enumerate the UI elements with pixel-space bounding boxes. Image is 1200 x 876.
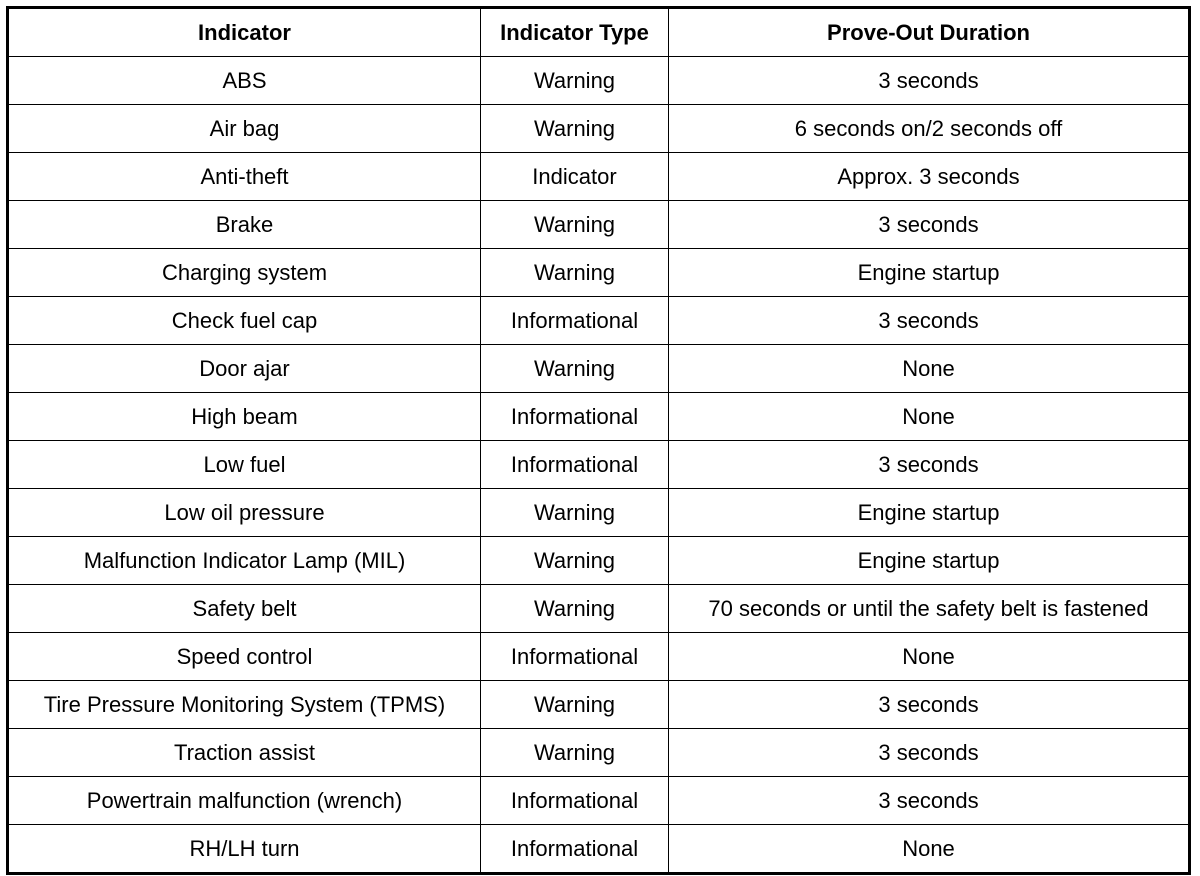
cell-indicator: High beam [8, 393, 481, 441]
cell-indicator: ABS [8, 57, 481, 105]
cell-indicator-type: Informational [481, 441, 669, 489]
header-indicator: Indicator [8, 8, 481, 57]
table-row [8, 537, 1190, 585]
cell-prove-out-duration: None [669, 633, 1190, 681]
cell-indicator-type: Informational [481, 777, 669, 825]
cell-prove-out-duration: Approx. 3 seconds [669, 153, 1190, 201]
cell-indicator: Malfunction Indicator Lamp (MIL) [8, 537, 481, 585]
cell-prove-out-duration: None [669, 345, 1190, 393]
table-body [8, 57, 1190, 874]
cell-indicator-type: Informational [481, 297, 669, 345]
cell-indicator: Brake [8, 201, 481, 249]
table-row [8, 489, 1190, 537]
cell-prove-out-duration: 3 seconds [669, 777, 1190, 825]
table-row [8, 201, 1190, 249]
cell-indicator: Safety belt [8, 585, 481, 633]
cell-indicator-type: Warning [481, 345, 669, 393]
cell-prove-out-duration: 3 seconds [669, 201, 1190, 249]
cell-indicator: Door ajar [8, 345, 481, 393]
cell-indicator-type: Warning [481, 201, 669, 249]
cell-prove-out-duration: 70 seconds or until the safety belt is fastened [669, 585, 1190, 633]
cell-prove-out-duration: 6 seconds on/2 seconds off [669, 105, 1190, 153]
cell-indicator: Check fuel cap [8, 297, 481, 345]
cell-prove-out-duration: 3 seconds [669, 441, 1190, 489]
table-row [8, 825, 1190, 874]
cell-prove-out-duration: Engine startup [669, 249, 1190, 297]
table-row [8, 345, 1190, 393]
cell-indicator-type: Warning [481, 681, 669, 729]
cell-indicator-type: Informational [481, 825, 669, 874]
table-row [8, 729, 1190, 777]
table-row [8, 153, 1190, 201]
cell-indicator-type: Warning [481, 729, 669, 777]
cell-indicator-type: Informational [481, 633, 669, 681]
header-row [8, 8, 1190, 57]
cell-indicator-type: Indicator [481, 153, 669, 201]
cell-prove-out-duration: Engine startup [669, 537, 1190, 585]
cell-prove-out-duration: 3 seconds [669, 57, 1190, 105]
cell-indicator-type: Warning [481, 57, 669, 105]
cell-indicator: Powertrain malfunction (wrench) [8, 777, 481, 825]
table-row [8, 105, 1190, 153]
cell-indicator-type: Warning [481, 489, 669, 537]
cell-indicator: Air bag [8, 105, 481, 153]
cell-indicator-type: Warning [481, 105, 669, 153]
table-row [8, 777, 1190, 825]
cell-prove-out-duration: 3 seconds [669, 297, 1190, 345]
cell-prove-out-duration: None [669, 393, 1190, 441]
cell-indicator: Anti-theft [8, 153, 481, 201]
cell-indicator-type: Informational [481, 393, 669, 441]
table-row [8, 633, 1190, 681]
cell-indicator: Low fuel [8, 441, 481, 489]
cell-prove-out-duration: Engine startup [669, 489, 1190, 537]
cell-indicator: Tire Pressure Monitoring System (TPMS) [8, 681, 481, 729]
table-row [8, 57, 1190, 105]
cell-indicator-type: Warning [481, 585, 669, 633]
cell-indicator-type: Warning [481, 249, 669, 297]
table-row [8, 297, 1190, 345]
cell-indicator: Charging system [8, 249, 481, 297]
cell-indicator: Traction assist [8, 729, 481, 777]
cell-prove-out-duration: 3 seconds [669, 729, 1190, 777]
cell-indicator-type: Warning [481, 537, 669, 585]
cell-indicator: Low oil pressure [8, 489, 481, 537]
table-row [8, 249, 1190, 297]
table-row [8, 393, 1190, 441]
cell-indicator: Speed control [8, 633, 481, 681]
header-indicator-type: Indicator Type [481, 8, 669, 57]
cell-prove-out-duration: 3 seconds [669, 681, 1190, 729]
indicator-table [6, 6, 1191, 875]
cell-prove-out-duration: None [669, 825, 1190, 874]
cell-indicator: RH/LH turn [8, 825, 481, 874]
table-row [8, 441, 1190, 489]
header-prove-out-duration: Prove-Out Duration [669, 8, 1190, 57]
table-row [8, 585, 1190, 633]
table-row [8, 681, 1190, 729]
